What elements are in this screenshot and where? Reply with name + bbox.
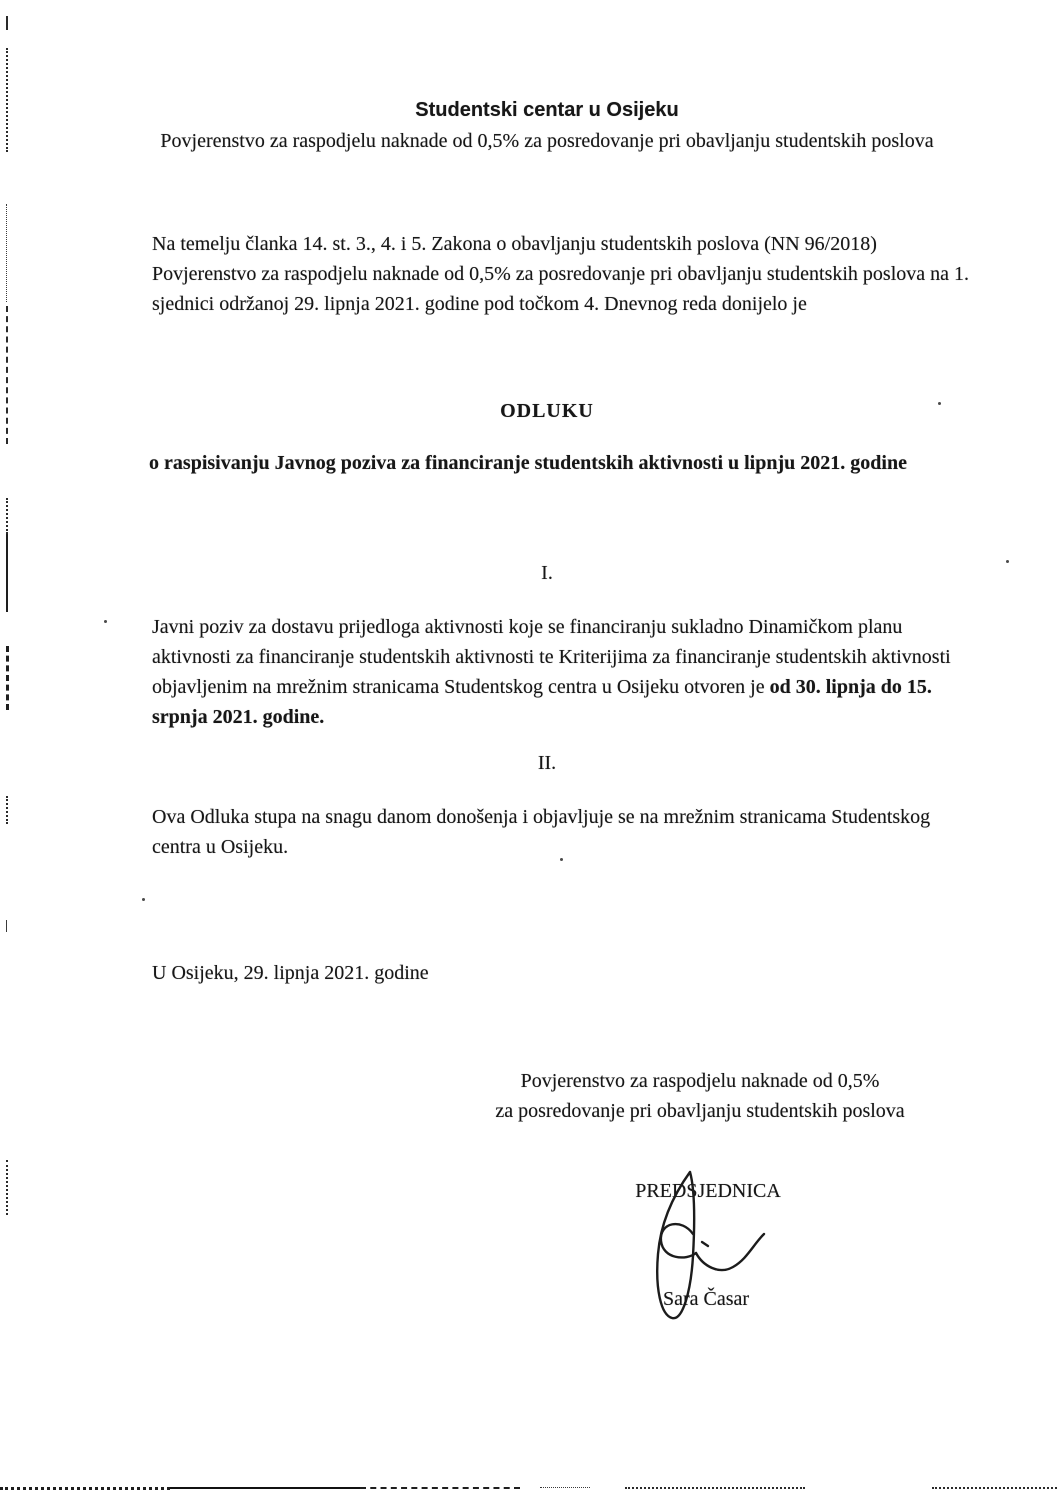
scan-artifact-bottom-5 [625,1487,805,1489]
place-date: U Osijeku, 29. lipnja 2021. godine [152,962,429,984]
scan-speckle [104,620,107,623]
scan-speckle [1006,560,1009,563]
signature-tail-stroke [696,1234,764,1270]
signature-curl-stroke [661,1224,696,1257]
signature-name: Sara Časar [662,1288,750,1310]
section-1-text: Javni poziv za dostavu prijedloga aktivnosti koje se financiranju sukladno Dinamičkom planu aktivnosti za financiranje studentskih aktivnosti te Kriterijima za financiranje studentskih aktivnosti objavljenim na mrežnim stranicama Studentskog centra u Osijeku otvoren je [152,616,951,698]
scan-artifact-left-1 [6,16,8,30]
decision-heading: ODLUKU [500,400,594,422]
signature-committee-line2: za posredovanje pri obavljanju studentskih poslova [495,1100,905,1122]
section-1-text-bold: od 30. lipnja do 15. srpnja 2021. godine. [152,676,932,728]
scan-artifact-bottom-1 [0,1487,170,1490]
header-organization: Studentski centar u Osijeku [415,99,679,121]
scan-artifact-left-3 [6,204,7,302]
signature-dash-stroke [702,1242,708,1246]
section-2-paragraph: Ova Odluka stupa na snagu danom donošenja i objavljuje se na mrežnim stranicama Studentskog centra u Osijeku. [152,806,931,858]
scan-artifact-left-7 [6,646,9,710]
scan-artifact-bottom-3 [360,1487,520,1489]
signature-committee-block [460,1066,940,1126]
scan-artifact-left-10 [6,1160,8,1215]
scan-artifact-bottom-4 [540,1487,590,1488]
scan-speckle [938,402,941,405]
scan-artifact-left-9 [6,920,7,932]
scan-speckle [142,898,145,901]
scan-artifact-bottom-2 [170,1487,360,1489]
section-1-paragraph [152,612,982,732]
scan-artifact-left-4 [6,306,8,444]
scan-artifact-left-8 [6,796,8,824]
preamble-paragraph: Na temelju članka 14. st. 3., 4. i 5. Zakona o obavljanju studentskih poslova (NN 96/2018) Povjerenstvo za raspodjelu naknade od 0,5% za posredovanje pri obavljanju studentskih poslova na 1. sjednici održanoj 29. lipnja 2021. godine pod točkom 4. Dnevnog reda donijelo je [152,233,970,315]
signature-role: PREDSJEDNICA [635,1180,781,1202]
header-committee: Povjerenstvo za raspodjelu naknade od 0,5% za posredovanje pri obavljanju studentskih poslova [160,130,934,152]
section-2-number: II. [537,752,557,774]
scan-artifact-bottom-6 [932,1487,1057,1489]
scan-artifact-left-5 [6,498,8,534]
scan-speckle [560,858,563,861]
scan-artifact-left-6 [6,534,8,612]
signature-committee-line1: Povjerenstvo za raspodjelu naknade od 0,5% [520,1070,880,1092]
section-1-number: I. [541,562,553,584]
decision-subject: o raspisivanju Javnog poziva za financiranje studentskih aktivnosti u lipnju 2021. godine [149,452,907,474]
scan-artifact-left-2 [6,48,8,152]
